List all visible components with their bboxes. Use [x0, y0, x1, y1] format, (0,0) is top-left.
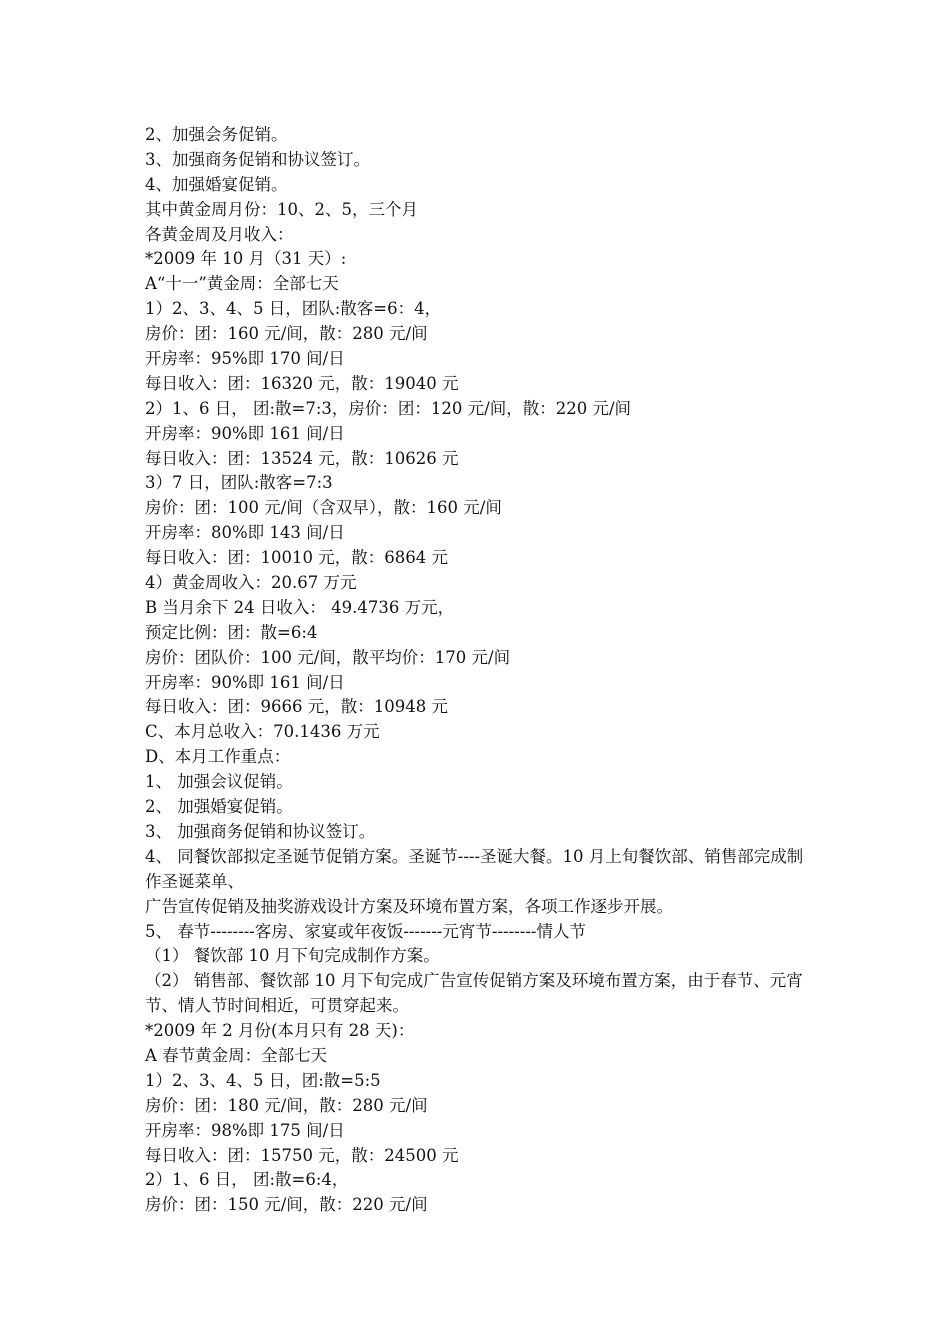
text-line: 预定比例：团：散=6:4	[145, 622, 318, 642]
text-line: 1）2、3、4、5 日，团队:散客=6：4，	[145, 299, 442, 319]
text-line: 2）1、6 日， 团:散=6:4，	[145, 1170, 349, 1190]
text-line: 3）7 日，团队:散客=7:3	[145, 473, 333, 493]
text-line: 开房率：90%即 161 间/日	[145, 423, 345, 443]
text-line: 4）黄金周收入：20.67 万元	[145, 573, 357, 593]
list-item: 4、 同餐饮部拟定圣诞节促销方案。圣诞节----圣诞大餐。10 月上旬餐饮部、销售部完成制作圣诞菜单、	[145, 846, 804, 891]
text-line: 每日收入：团：9666 元，散：10948 元	[145, 697, 448, 717]
text-line: 开房率：90%即 161 间/日	[145, 672, 345, 692]
text-line: 房价：团：180 元/间，散：280 元/间	[145, 1095, 428, 1115]
list-item: 1、 加强会议促销。	[145, 772, 293, 792]
text-line: D、本月工作重点：	[145, 747, 291, 767]
list-item: 2、 加强婚宴促销。	[145, 797, 293, 817]
text-line: A 春节黄金周：全部七天	[145, 1046, 328, 1066]
text-line: 房价：团：150 元/间，散：220 元/间	[145, 1195, 428, 1215]
list-item: （1） 餐饮部 10 月下旬完成制作方案。	[145, 946, 440, 966]
section-heading: *2009 年 10 月（31 天）:	[145, 249, 347, 269]
list-item: 5、 春节--------客房、家宴或年夜饭-------元宵节--------情人节	[145, 921, 586, 941]
text-line: 开房率：98%即 175 间/日	[145, 1120, 345, 1140]
text-line: 每日收入：团：13524 元，散：10626 元	[145, 448, 459, 468]
section-heading: *2009 年 2 月份(本月只有 28 天)：	[145, 1021, 415, 1041]
text-line: 房价：团队价：100 元/间，散平均价：170 元/间	[145, 647, 511, 667]
text-line: 每日收入：团：15750 元，散：24500 元	[145, 1145, 459, 1165]
text-line: C、本月总收入：70.1436 万元	[145, 722, 380, 742]
text-line: 4、加强婚宴促销。	[145, 174, 288, 194]
text-line: 2、加强会务促销。	[145, 125, 288, 144]
text-line: A“十一”黄金周：全部七天	[145, 274, 339, 294]
text-line: 3、加强商务促销和协议签订。	[145, 149, 370, 169]
text-line: 房价：团：100 元/间（含双早），散：160 元/间	[145, 498, 502, 518]
text-line: 每日收入：团：16320 元，散：19040 元	[145, 373, 459, 393]
text-line: 房价：团：160 元/间，散：280 元/间	[145, 324, 428, 344]
list-item: 3、 加强商务促销和协议签订。	[145, 821, 376, 841]
text-line: 开房率：95%即 170 间/日	[145, 349, 345, 369]
text-line: 开房率：80%即 143 间/日	[145, 523, 345, 543]
text-line: 1）2、3、4、5 日，团:散=5:5	[145, 1070, 381, 1090]
text-line: 2）1、6 日， 团:散=7:3，房价：团：120 元/间，散：220 元/间	[145, 398, 632, 418]
document-body	[145, 123, 810, 1218]
text-line: 各黄金周及月收入：	[145, 224, 294, 244]
text-line: 每日收入：团：10010 元，散：6864 元	[145, 548, 448, 568]
text-line: 广告宣传促销及抽奖游戏设计方案及环境布置方案，各项工作逐步开展。	[145, 896, 673, 916]
text-line: B 当月余下 24 日收入： 49.4736 万元，	[145, 597, 455, 617]
list-item: （2） 销售部、餐饮部 10 月下旬完成广告宣传促销方案及环境布置方案，由于春节、元宵节、情人节时间相近，可贯穿起来。	[145, 971, 803, 1016]
text-line: 其中黄金周月份：10、2、5，三个月	[145, 199, 418, 219]
